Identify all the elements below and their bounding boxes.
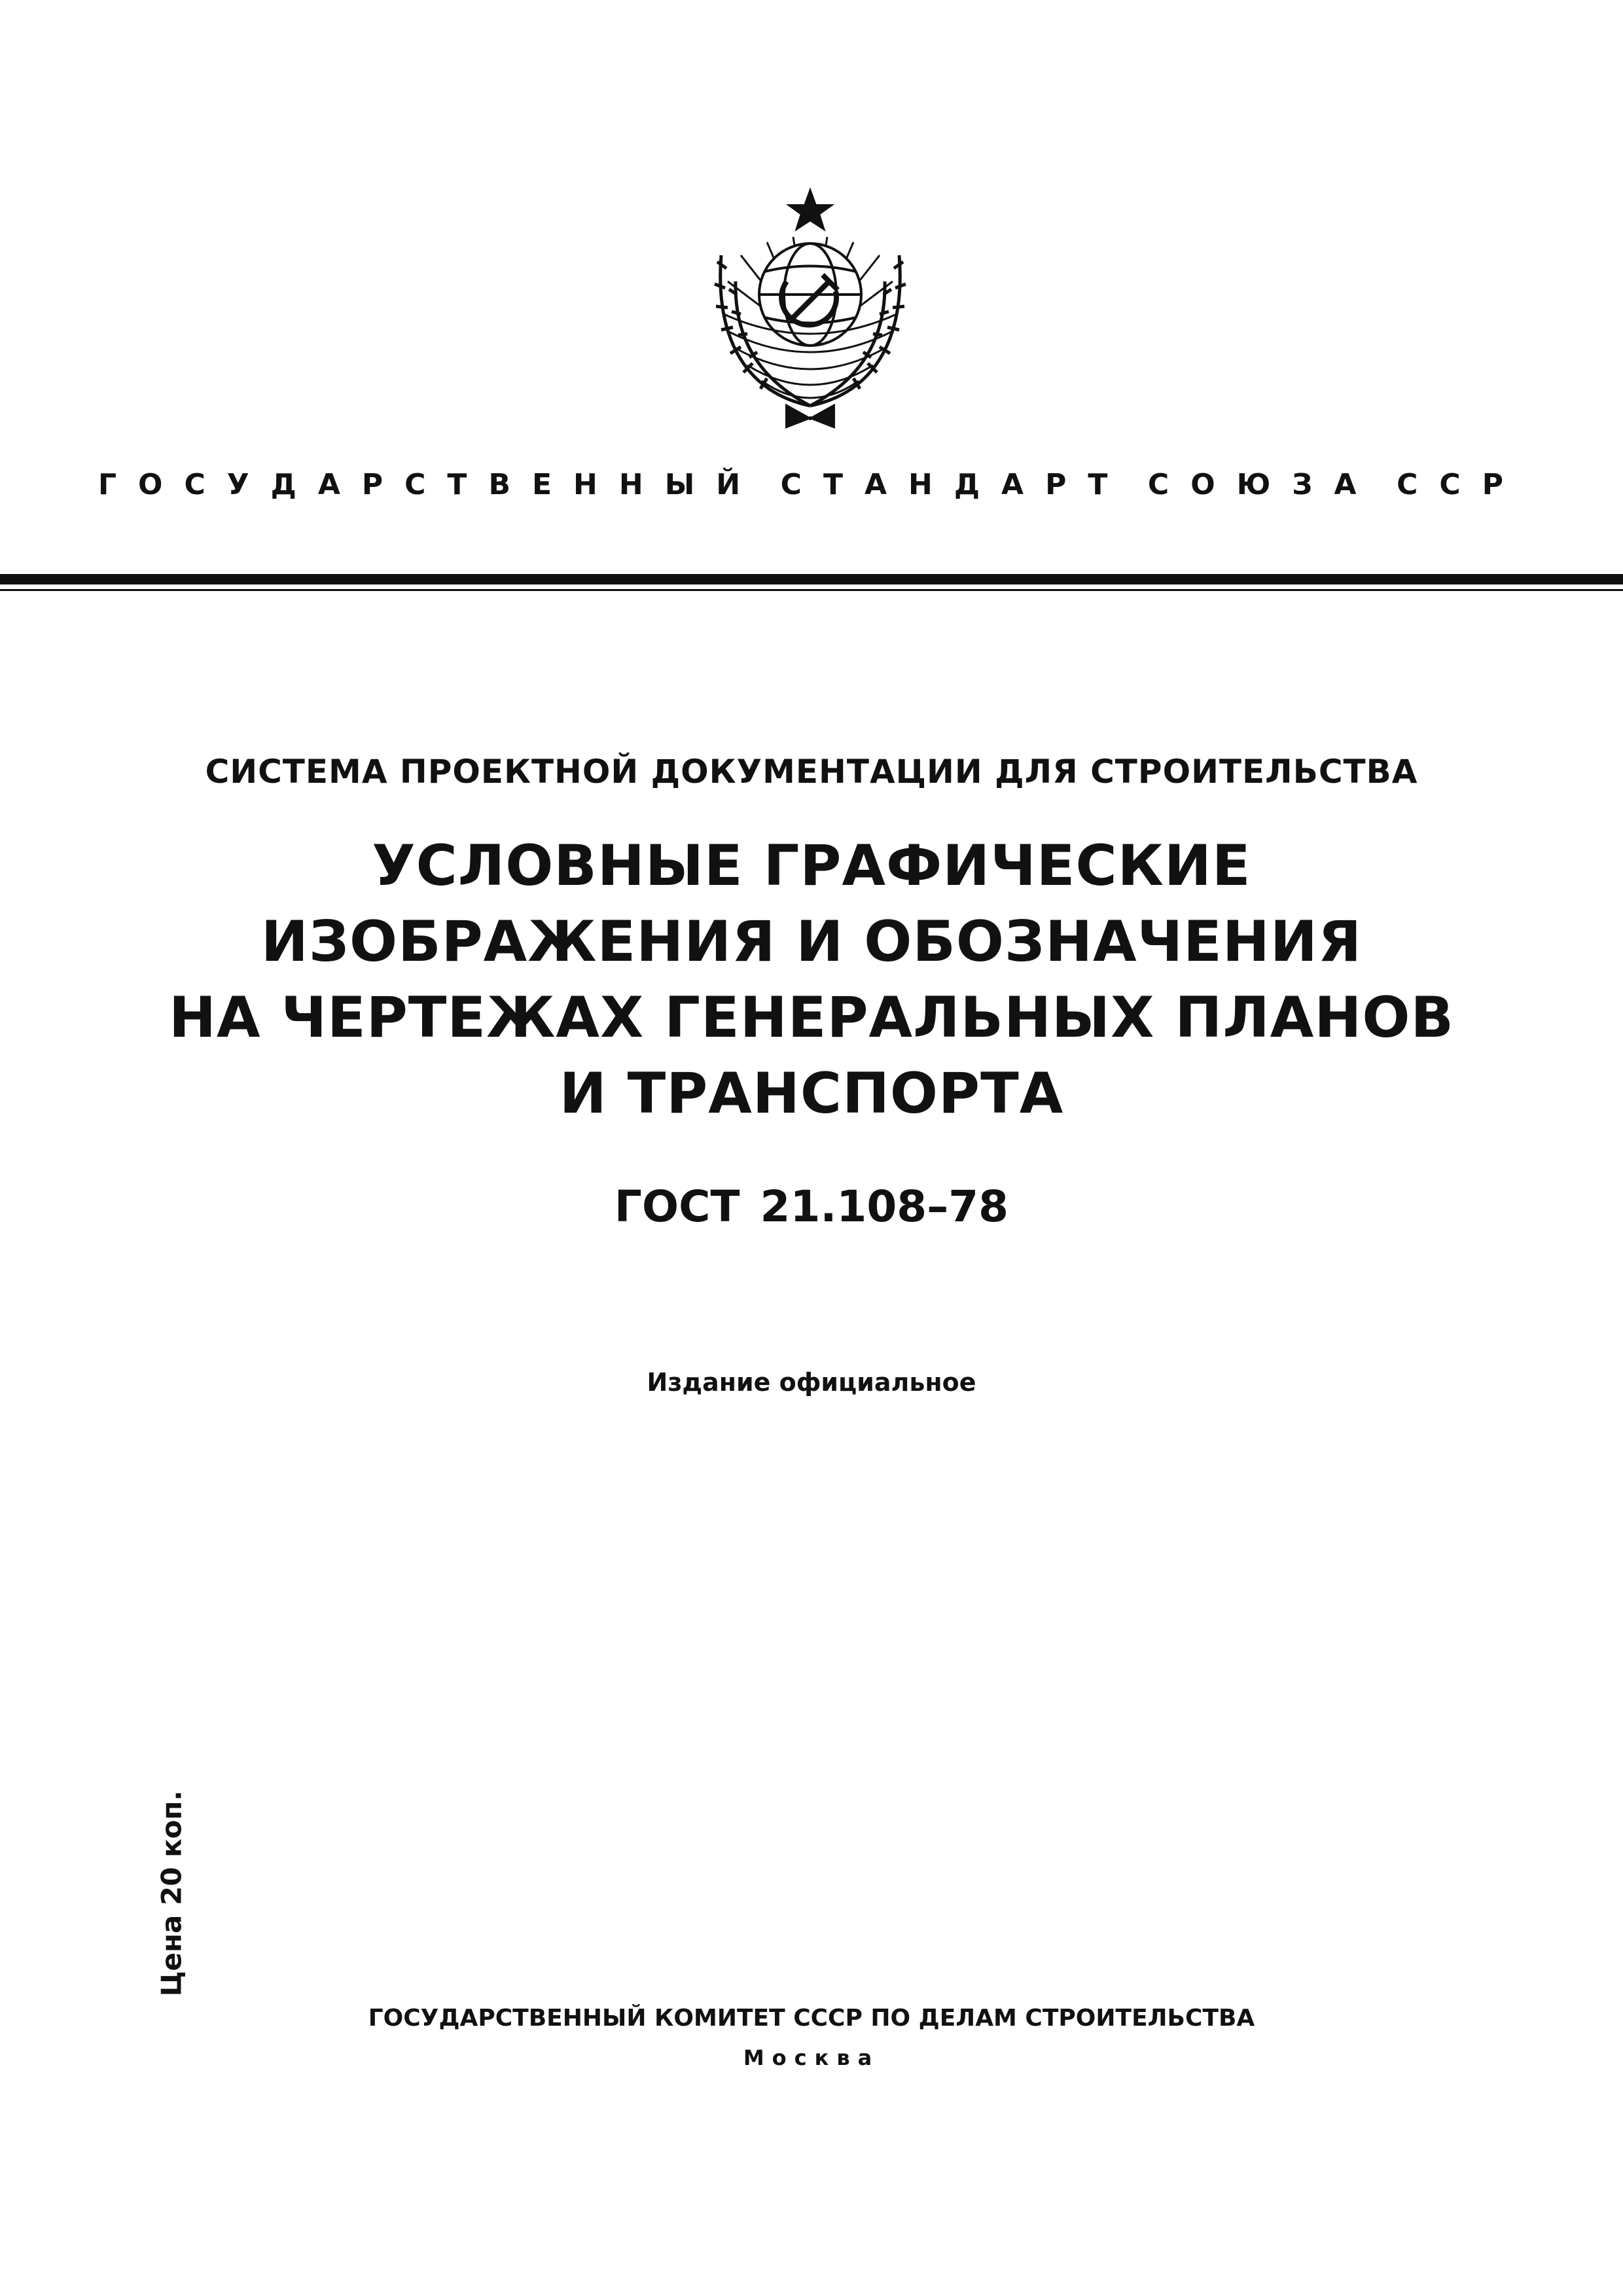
- star-icon: [790, 191, 830, 228]
- document-series: СИСТЕМА ПРОЕКТНОЙ ДОКУМЕНТАЦИИ ДЛЯ СТРОИТЕЛЬСТВА: [205, 753, 1418, 791]
- title-line: И ТРАНСПОРТА: [559, 1061, 1064, 1126]
- standard-number: ГОСТ 21.108–78: [614, 1181, 1009, 1232]
- header-word: СТАНДАРТ: [780, 467, 1130, 501]
- ribbon-knot: [787, 406, 834, 427]
- header-word: ГОСУДАРСТВЕННЫЙ: [98, 467, 762, 501]
- ussr-state-emblem-icon: [695, 183, 925, 432]
- title-line: УСЛОВНЫЕ ГРАФИЧЕСКИЕ: [372, 833, 1251, 899]
- document-title: [0, 828, 1623, 1132]
- header-state-standard: [98, 458, 1525, 511]
- price-label: Цена 20 коп.: [155, 1790, 188, 1997]
- publisher-city: Москва: [743, 2045, 880, 2070]
- title-line: ИЗОБРАЖЕНИЯ И ОБОЗНАЧЕНИЯ: [260, 909, 1363, 975]
- header-word: ССР: [1397, 467, 1525, 501]
- edition-label: Издание официальное: [647, 1368, 976, 1397]
- divider-thick: [0, 574, 1623, 584]
- publisher-name: ГОСУДАРСТВЕННЫЙ КОМИТЕТ СССР ПО ДЕЛАМ СТРОИТЕЛЬСТВА: [368, 2005, 1255, 2032]
- divider-thin: [0, 589, 1623, 591]
- header-word: СОЮЗА: [1147, 467, 1378, 501]
- title-line: НА ЧЕРТЕЖАХ ГЕНЕРАЛЬНЫХ ПЛАНОВ: [169, 985, 1454, 1050]
